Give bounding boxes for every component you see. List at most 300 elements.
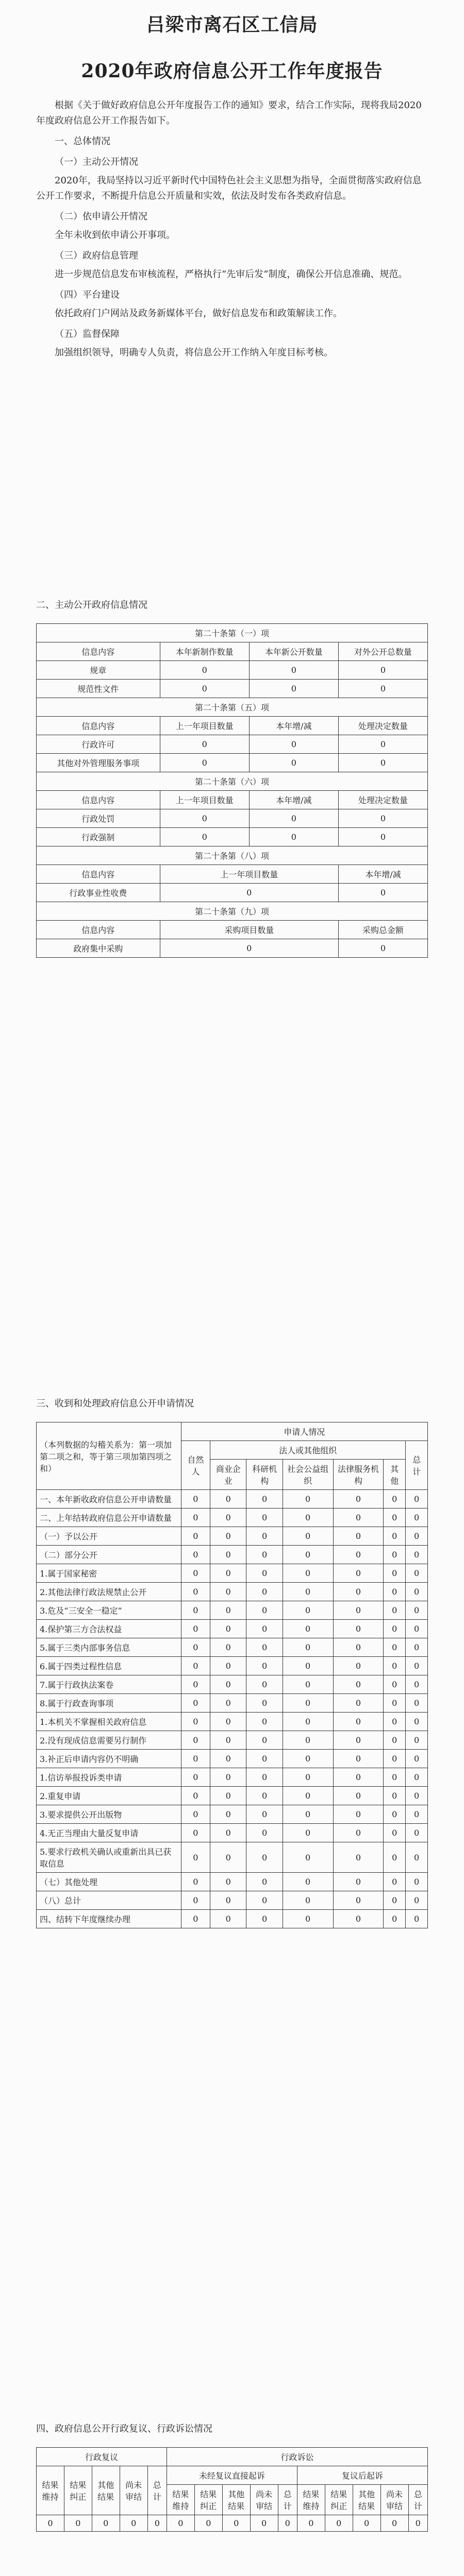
cell: 0 [384, 1824, 406, 1842]
cell: 0 [181, 1638, 210, 1657]
cell: 0 [384, 1731, 406, 1750]
heading-manage: （三）政府信息管理 [55, 250, 138, 261]
cell: 0 [181, 1583, 210, 1601]
cell: 0 [333, 1873, 384, 1891]
cell: 0 [333, 1675, 384, 1694]
cell: 0 [246, 1564, 283, 1583]
t2b-h2: 本年增/减 [249, 717, 338, 735]
cell: 0 [210, 1546, 246, 1564]
cell: 0 [181, 1675, 210, 1694]
table-row [37, 1824, 428, 1842]
t4-col: 尚未审结 [250, 2485, 278, 2515]
cell: 0 [181, 1805, 210, 1824]
cell: 0 [246, 1805, 283, 1824]
row-label: 2.没有现成信息需要另行制作 [37, 1731, 181, 1750]
row-label: 一、本年新收政府信息公开申请数量 [37, 1490, 181, 1509]
cell: 0 [181, 1873, 210, 1891]
cell: 0 [283, 1638, 333, 1657]
cell: 0 [210, 1768, 246, 1787]
heading-active: （一）主动公开情况 [55, 157, 138, 167]
cell: 政府集中采购 [37, 939, 160, 958]
cell: 0 [283, 1490, 333, 1509]
cell: 0 [283, 1768, 333, 1787]
cell: 0 [210, 1731, 246, 1750]
cell: 0 [210, 1564, 246, 1583]
cell: 0 [210, 1824, 246, 1842]
table-row [37, 1750, 428, 1768]
paragraph-request: 全年未收到依申请公开事项。 [55, 230, 175, 241]
cell: 0 [408, 2515, 428, 2532]
t2a-h2: 本年新公开数量 [249, 642, 338, 661]
cell: 0 [384, 1564, 406, 1583]
cell: 0 [210, 1750, 246, 1768]
table3-top: 申请人情况 [181, 1422, 427, 1441]
table-row [37, 884, 428, 902]
cell: 0 [246, 1713, 283, 1731]
cell: 0 [246, 1546, 283, 1564]
t2e-h0: 信息内容 [37, 921, 160, 939]
cell: 0 [160, 809, 249, 828]
cell: 0 [283, 1583, 333, 1601]
cell: 0 [384, 1657, 406, 1675]
cell: 0 [160, 661, 249, 680]
cell: 0 [283, 1842, 333, 1873]
cell: 0 [246, 1873, 283, 1891]
cell: 0 [338, 828, 427, 846]
cell: 0 [246, 1787, 283, 1805]
cell: 0 [338, 939, 427, 958]
cell: 0 [283, 1891, 333, 1910]
cell: 0 [333, 1787, 384, 1805]
cell: 0 [384, 1527, 406, 1546]
cell: 0 [210, 1805, 246, 1824]
cell: 0 [283, 1910, 333, 1928]
cell: 0 [181, 1731, 210, 1750]
t2a-h3: 对外公开总数量 [338, 642, 427, 661]
cell: 0 [406, 1546, 428, 1564]
cell: 0 [333, 1527, 384, 1546]
t2e-h1: 采购项目数量 [160, 921, 338, 939]
cell: 0 [384, 1713, 406, 1731]
cell: 0 [181, 1842, 210, 1873]
row-label: 1.信访举报投诉类申请 [37, 1768, 181, 1787]
t4-col: 其他结果 [353, 2485, 380, 2515]
request-table [36, 1422, 428, 1928]
cell: 0 [384, 1768, 406, 1787]
cell: 0 [181, 1824, 210, 1842]
cell: 0 [181, 1490, 210, 1509]
cell: 0 [384, 1620, 406, 1638]
cell: 0 [333, 1824, 384, 1842]
cell: 0 [406, 1713, 428, 1731]
row-label: 4.无正当理由大量反复申请 [37, 1824, 181, 1842]
table-row [37, 1527, 428, 1546]
cell: 0 [406, 1601, 428, 1620]
cell: 0 [384, 1750, 406, 1768]
cell: 规章 [37, 661, 160, 680]
t2c-h3: 处理决定数量 [338, 791, 427, 809]
cell: 其他对外管理服务事项 [37, 754, 160, 772]
heading-platform: （四）平台建设 [55, 290, 120, 300]
cell: 0 [222, 2515, 250, 2532]
t4-col: 尚未审结 [120, 2466, 147, 2515]
cell: 0 [181, 1910, 210, 1928]
cell: 0 [210, 1787, 246, 1805]
cell: 0 [406, 1768, 428, 1787]
cell: 0 [406, 1787, 428, 1805]
t4-col: 结果纠正 [194, 2485, 222, 2515]
table-row [37, 1713, 428, 1731]
cell: 0 [283, 1657, 333, 1675]
cell: 0 [406, 1638, 428, 1657]
active-disclosure-table [36, 623, 428, 958]
cell: 0 [406, 1805, 428, 1824]
cell: 0 [246, 1657, 283, 1675]
cell: 0 [333, 1509, 384, 1527]
table3-body [37, 1490, 428, 1928]
cell: 0 [406, 1750, 428, 1768]
cell: 0 [333, 1601, 384, 1620]
cell: 0 [64, 2515, 92, 2532]
t2c-h2: 本年增/减 [249, 791, 338, 809]
cell: 0 [333, 1805, 384, 1824]
table-row [37, 1490, 428, 1509]
cell: 0 [283, 1675, 333, 1694]
section-overview [36, 98, 428, 364]
cell: 0 [246, 1768, 283, 1787]
t2b-h0: 信息内容 [37, 717, 160, 735]
cell: 0 [406, 1842, 428, 1873]
t4-b2: 复议后起诉 [297, 2466, 427, 2485]
cell: 0 [249, 754, 338, 772]
table-row [37, 828, 428, 846]
row-label: （一）予以公开 [37, 1527, 181, 1546]
table-row [37, 1564, 428, 1583]
cell: 0 [246, 1842, 283, 1873]
heading-request: （二）依申请公开情况 [55, 211, 147, 222]
t2d-h2: 本年增/减 [338, 865, 427, 884]
cell: 规范性文件 [37, 680, 160, 698]
t2b-h3: 处理决定数量 [338, 717, 427, 735]
cell: 0 [246, 1638, 283, 1657]
cell: 0 [210, 1583, 246, 1601]
cell: 0 [384, 1842, 406, 1873]
cell: 行政强制 [37, 828, 160, 846]
table-row [37, 1731, 428, 1750]
cell: 0 [181, 1750, 210, 1768]
t2a-h0: 信息内容 [37, 642, 160, 661]
t2b-h1: 上一年项目数量 [160, 717, 249, 735]
cell: 0 [246, 1583, 283, 1601]
t4-litigation: 行政诉讼 [167, 2448, 427, 2466]
cell: 0 [181, 1694, 210, 1713]
cell: 0 [283, 1620, 333, 1638]
cell: 0 [406, 1527, 428, 1546]
paragraph-active: 2020年，我局坚持以习近平新时代中国特色社会主义思想为指导，全面贯彻落实政府信息公开工作要求，不断提升信息公开质量和实效，依法及时发布各类政府信息。 [36, 175, 422, 201]
table3-legal: 法人或其他组织 [210, 1441, 406, 1460]
cell: 0 [283, 1601, 333, 1620]
row-label: 4.保护第三方合法权益 [37, 1620, 181, 1638]
row-label: 3.要求提供公开出版物 [37, 1805, 181, 1824]
cell: 0 [325, 2515, 353, 2532]
cell: 0 [283, 1713, 333, 1731]
t4-col: 总计 [147, 2466, 167, 2515]
cell: 0 [283, 1694, 333, 1713]
cell: 0 [246, 1694, 283, 1713]
table-row [37, 1891, 428, 1910]
cell: 0 [283, 1787, 333, 1805]
table3-sub: 商业企业 [210, 1460, 246, 1490]
row-label: 3.危及“三安全一稳定” [37, 1601, 181, 1620]
row-label: 5.属于三类内部事务信息 [37, 1638, 181, 1657]
cell: 0 [120, 2515, 147, 2532]
cell: 0 [406, 1657, 428, 1675]
row-label: 1.本机关不掌握相关政府信息 [37, 1713, 181, 1731]
cell: 0 [246, 1731, 283, 1750]
cell: 0 [406, 1564, 428, 1583]
cell: 0 [406, 1910, 428, 1928]
row-label: 5.要求行政机关确认或重新出具已获取信息 [37, 1842, 181, 1873]
t4-col: 结果维持 [297, 2485, 325, 2515]
cell: 0 [246, 1750, 283, 1768]
cell: 0 [181, 1601, 210, 1620]
heading-supervision: （五）监督保障 [55, 329, 120, 340]
t4-col: 其他结果 [222, 2485, 250, 2515]
table-row [37, 1910, 428, 1928]
cell: 0 [37, 2515, 64, 2532]
table-row [37, 1694, 428, 1713]
table3-corner: （本列数据的勾稽关系为：第一项加第二项之和，等于第三项加第四项之和） [37, 1422, 181, 1490]
cell: 0 [338, 809, 427, 828]
cell: 0 [160, 884, 338, 902]
cell: 0 [333, 1638, 384, 1657]
cell: 0 [333, 1731, 384, 1750]
row-label: 2.其他法律行政法规禁止公开 [37, 1583, 181, 1601]
cell: 0 [181, 1891, 210, 1910]
doc-title-report: 2020年政府信息公开工作年度报告 [81, 60, 383, 82]
t2c-h0: 信息内容 [37, 791, 160, 809]
table3-sub: 社会公益组织 [283, 1460, 333, 1490]
cell: 0 [160, 828, 249, 846]
row-label: 1.属于国家秘密 [37, 1564, 181, 1583]
row-label: 6.属于四类过程性信息 [37, 1657, 181, 1675]
table-row [37, 1583, 428, 1601]
cell: 0 [384, 1694, 406, 1713]
table3-total: 总计 [406, 1441, 428, 1490]
table-row [37, 1805, 428, 1824]
t4-col: 尚未审结 [380, 2485, 408, 2515]
cell: 0 [384, 1675, 406, 1694]
cell: 0 [181, 1509, 210, 1527]
doc-title-org: 吕梁市离石区工信局 [146, 14, 318, 36]
table-row [37, 939, 428, 958]
table-row [37, 1842, 428, 1873]
cell: 0 [160, 754, 249, 772]
cell: 0 [210, 1842, 246, 1873]
paragraph-supervision: 加强组织领导，明确专人负责，将信息公开工作纳入年度目标考核。 [55, 347, 333, 358]
cell: 0 [249, 661, 338, 680]
row-label: 四、结转下年度继续办理 [37, 1910, 181, 1928]
cell: 0 [249, 828, 338, 846]
table2-section-4: 第二十条第（八）项 [37, 846, 428, 865]
table-row [37, 1546, 428, 1564]
cell: 0 [384, 1638, 406, 1657]
cell: 0 [147, 2515, 167, 2532]
paragraph-manage: 进一步规范信息发布审核流程，严格执行“先审后发”制度，确保公开信息准确、规范。 [55, 269, 408, 280]
cell: 0 [384, 1873, 406, 1891]
cell: 0 [250, 2515, 278, 2532]
cell: 0 [210, 1891, 246, 1910]
table2-section-5: 第二十条第（九）项 [37, 902, 428, 921]
table2-section-2: 第二十条第（五）项 [37, 698, 428, 717]
t4-col: 结果纠正 [325, 2485, 353, 2515]
table-row [37, 1638, 428, 1657]
t2a-h1: 本年新制作数量 [160, 642, 249, 661]
t2d-h0: 信息内容 [37, 865, 160, 884]
cell: 0 [181, 1713, 210, 1731]
table-row [37, 735, 428, 754]
intro-paragraph: 根据《关于做好政府信息公开年度报告工作的通知》要求，结合工作实际，现将我局2020年度政府信息公开工作报告如下。 [36, 100, 422, 126]
cell: 0 [246, 1891, 283, 1910]
cell: 0 [210, 1657, 246, 1675]
t4-col: 总计 [408, 2485, 428, 2515]
cell: 0 [333, 1694, 384, 1713]
cell: 0 [283, 1564, 333, 1583]
cell: 0 [210, 1910, 246, 1928]
t4-review: 行政复议 [37, 2448, 167, 2466]
cell: 0 [283, 1805, 333, 1824]
cell: 0 [333, 1620, 384, 1638]
cell: 0 [333, 1910, 384, 1928]
row-label: 2.重复申请 [37, 1787, 181, 1805]
cell: 0 [333, 1546, 384, 1564]
heading-table4: 四、政府信息公开行政复议、行政诉讼情况 [36, 2424, 212, 2434]
heading-table2: 二、主动公开政府信息情况 [36, 600, 147, 611]
cell: 0 [406, 1873, 428, 1891]
t2e-h2: 采购总金额 [338, 921, 427, 939]
cell: 0 [406, 1891, 428, 1910]
table-row [37, 680, 428, 698]
cell: 0 [283, 1509, 333, 1527]
cell: 0 [210, 1873, 246, 1891]
cell: 0 [384, 1891, 406, 1910]
cell: 0 [283, 1750, 333, 1768]
cell: 0 [333, 1657, 384, 1675]
cell: 0 [181, 1546, 210, 1564]
cell: 0 [249, 809, 338, 828]
cell: 0 [406, 1490, 428, 1509]
cell: 0 [283, 1873, 333, 1891]
t2d-h1: 上一年项目数量 [160, 865, 338, 884]
cell: 0 [333, 1768, 384, 1787]
cell: 0 [160, 939, 338, 958]
cell: 0 [246, 1601, 283, 1620]
t4-col: 结果维持 [167, 2485, 194, 2515]
cell: 0 [333, 1842, 384, 1873]
t4-col: 结果纠正 [64, 2466, 92, 2515]
cell: 0 [384, 1805, 406, 1824]
cell: 0 [384, 1546, 406, 1564]
paragraph-platform: 依托政府门户网站及政务新媒体平台，做好信息发布和政策解读工作。 [55, 308, 342, 319]
cell: 0 [278, 2515, 297, 2532]
t4-col: 总计 [278, 2485, 297, 2515]
cell: 0 [384, 1490, 406, 1509]
cell: 0 [92, 2515, 120, 2532]
cell: 0 [246, 1490, 283, 1509]
cell: 0 [380, 2515, 408, 2532]
cell: 0 [181, 1657, 210, 1675]
cell: 0 [353, 2515, 380, 2532]
cell: 0 [167, 2515, 194, 2532]
cell: 0 [181, 1564, 210, 1583]
cell: 0 [384, 1910, 406, 1928]
review-table [36, 2447, 428, 2532]
table2-section-3: 第二十条第（六）项 [37, 772, 428, 791]
row-label: （八）总计 [37, 1891, 181, 1910]
cell: 0 [210, 1638, 246, 1657]
cell: 0 [333, 1891, 384, 1910]
table3-sub: 科研机构 [246, 1460, 283, 1490]
row-label: （七）其他处理 [37, 1873, 181, 1891]
cell: 0 [384, 1509, 406, 1527]
cell: 0 [210, 1694, 246, 1713]
cell: 0 [333, 1564, 384, 1583]
cell: 0 [181, 1768, 210, 1787]
cell: 0 [333, 1583, 384, 1601]
cell: 0 [333, 1750, 384, 1768]
row-label: 8.属于行政查询事项 [37, 1694, 181, 1713]
cell: 0 [333, 1713, 384, 1731]
table2-section-1: 第二十条第（一）项 [37, 624, 428, 642]
cell: 0 [406, 1509, 428, 1527]
row-label: 二、上年结转政府信息公开申请数量 [37, 1509, 181, 1527]
cell: 0 [246, 1509, 283, 1527]
cell: 0 [283, 1731, 333, 1750]
cell: 行政事业性收费 [37, 884, 160, 902]
cell: 0 [406, 1731, 428, 1750]
row-label: （二）部分公开 [37, 1546, 181, 1564]
cell: 0 [333, 1490, 384, 1509]
cell: 0 [338, 680, 427, 698]
cell: 0 [384, 1583, 406, 1601]
cell: 0 [406, 1620, 428, 1638]
cell: 0 [283, 1527, 333, 1546]
cell: 0 [246, 1620, 283, 1638]
cell: 0 [160, 735, 249, 754]
t4-col: 结果维持 [37, 2466, 64, 2515]
cell: 0 [181, 1620, 210, 1638]
cell: 0 [210, 1490, 246, 1509]
cell: 0 [181, 1527, 210, 1546]
cell: 0 [210, 1601, 246, 1620]
table-row [37, 1509, 428, 1527]
table3-sub: 法律服务机构 [333, 1460, 384, 1490]
cell: 0 [246, 1910, 283, 1928]
cell: 0 [338, 735, 427, 754]
cell: 0 [246, 1527, 283, 1546]
t2c-h1: 上一年项目数量 [160, 791, 249, 809]
heading-table3: 三、收到和处理政府信息公开申请情况 [36, 1398, 194, 1409]
row-label: 7.属于行政执法案卷 [37, 1675, 181, 1694]
cell: 0 [181, 1787, 210, 1805]
table-row [37, 1620, 428, 1638]
cell: 0 [210, 1509, 246, 1527]
table-row [37, 661, 428, 680]
table-row [37, 754, 428, 772]
cell: 0 [338, 754, 427, 772]
cell: 0 [384, 1601, 406, 1620]
cell: 0 [297, 2515, 325, 2532]
